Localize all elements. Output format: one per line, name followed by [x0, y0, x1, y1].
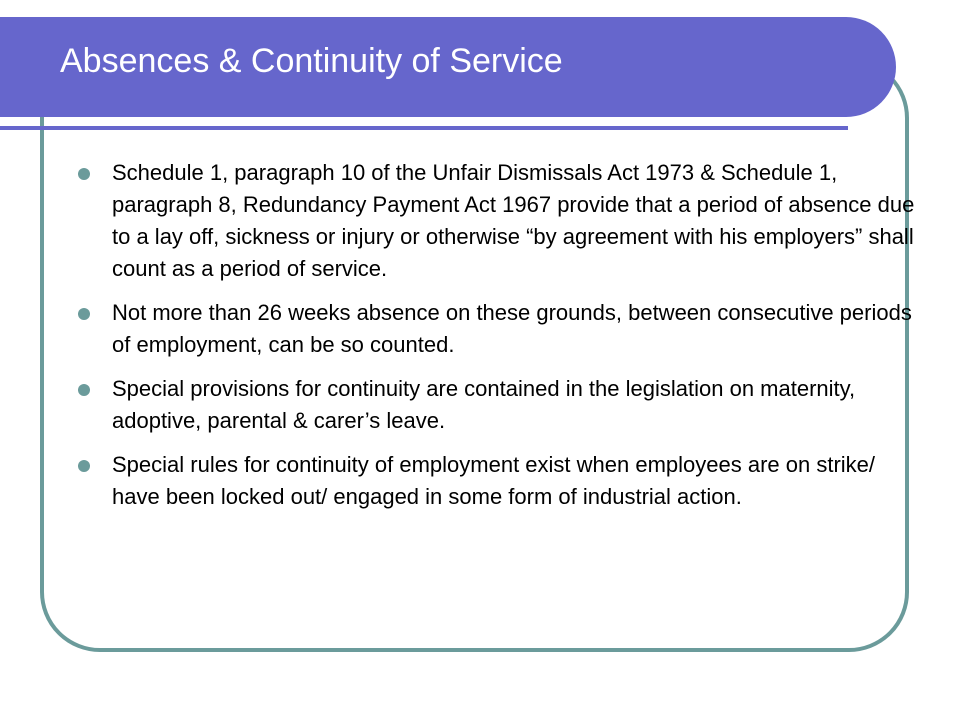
bullet-text: Special rules for continuity of employment exist when employees are on strike/ have been locked out/ engaged in some form of industrial action.: [112, 452, 876, 509]
bullet-item: [74, 449, 924, 513]
bullet-icon: [78, 384, 90, 396]
slide-title: Absences & Continuity of Service: [60, 42, 563, 80]
title-underline: [0, 126, 848, 130]
bullet-item: [74, 373, 924, 437]
bullet-item: [74, 297, 924, 361]
bullet-icon: [78, 168, 90, 180]
bullet-text: Special provisions for continuity are contained in the legislation on maternity, adoptive, parental & carer’s leave.: [112, 376, 856, 433]
bullet-list: [74, 157, 924, 525]
bullet-text: Schedule 1, paragraph 10 of the Unfair Dismissals Act 1973 & Schedule 1, paragraph 8, Redundancy Payment Act 1967 provide that a period of absence due to a lay off, sickness or injury or otherwise “by agreement with his employers” shall count as a period of service.: [112, 160, 915, 281]
bullet-text: Not more than 26 weeks absence on these grounds, between consecutive periods of employment, can be so counted.: [112, 300, 912, 357]
bullet-icon: [78, 308, 90, 320]
bullet-icon: [78, 460, 90, 472]
bullet-item: [74, 157, 924, 285]
